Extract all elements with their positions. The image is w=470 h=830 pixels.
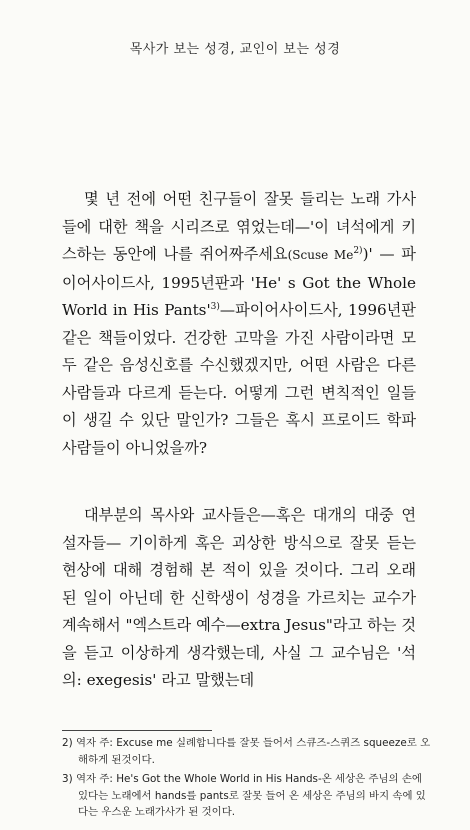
footnote-divider [62,730,212,731]
paragraph-2 [62,502,416,695]
footnote-2 [62,735,434,768]
footnote-2-marker: 2) [62,737,73,749]
footnote-ref-2[interactable]: 2) [353,245,363,256]
running-head: 목사가 보는 성경, 교인이 보는 성경 [129,42,341,57]
footnotes [62,735,434,824]
footnote-3-text: 역자 주: He's Got the Whole World in His Hands-온 세상은 주님의 손에 있다는 노래에서 hands를 pants로 잘못 들어 온 세상은 주님의 바지 속에 있다는 우스운 노래가사가 된 것이다. [75,773,426,818]
footnote-2-text: 역자 주: Excuse me 실례합니다를 잘못 들어서 스큐즈-스퀴즈 squeeze로 오해하게 된것이다. [75,737,431,766]
paragraph-1-part4: —파이어사이드사, 1996년판 같은 책들이었다. 건강한 고막을 가진 사람이라면 모두 같은 음성신호를 수신했겠지만, 어떤 사람은 다른 사람들과 다르게 듣는다. 어떻게 그런 변칙적인 일들이 생길 수 있단 말인가? 그들은 혹시 프로이드 학파 사람들이 아니었을까? [62,301,416,457]
paragraph-1-text [62,186,416,462]
paragraph-1 [62,186,416,462]
footnote-3-marker: 3) [62,773,73,785]
paragraph-2-text: 대부분의 목사와 교사들은—혹은 대개의 대중 연설자들— 기이하게 혹은 괴상한 방식으로 잘못 듣는 현상에 대해 경험해 본 적이 있을 것이다. 그리 오래 된 일이 아닌데 한 신학생이 성경을 가르치는 교수가 계속해서 "엑스트라 예수—extra Jesus"라고 하는 것을 듣고 이상하게 생각했는데, 사실 그 교수님은 '석의: exegesis' 라고 말했는데 [62,506,416,689]
paragraph-1-part2: (Scuse Me [287,248,354,262]
footnote-ref-3[interactable]: 3) [210,301,220,312]
footnote-3 [62,771,434,821]
paragraph-1-part1: 몇 년 전에 어떤 친구들이 잘못 들리는 노래 가사들에 대한 책을 시리즈로 엮었는데—'이 녀석에게 키스하는 동안에 나를 쥐어짜주세요 [62,190,416,263]
paragraph-1-part3: )' — 파이어사이드사, 1995년판과 'He' s Got the Whole World in His Pants' [62,245,416,319]
